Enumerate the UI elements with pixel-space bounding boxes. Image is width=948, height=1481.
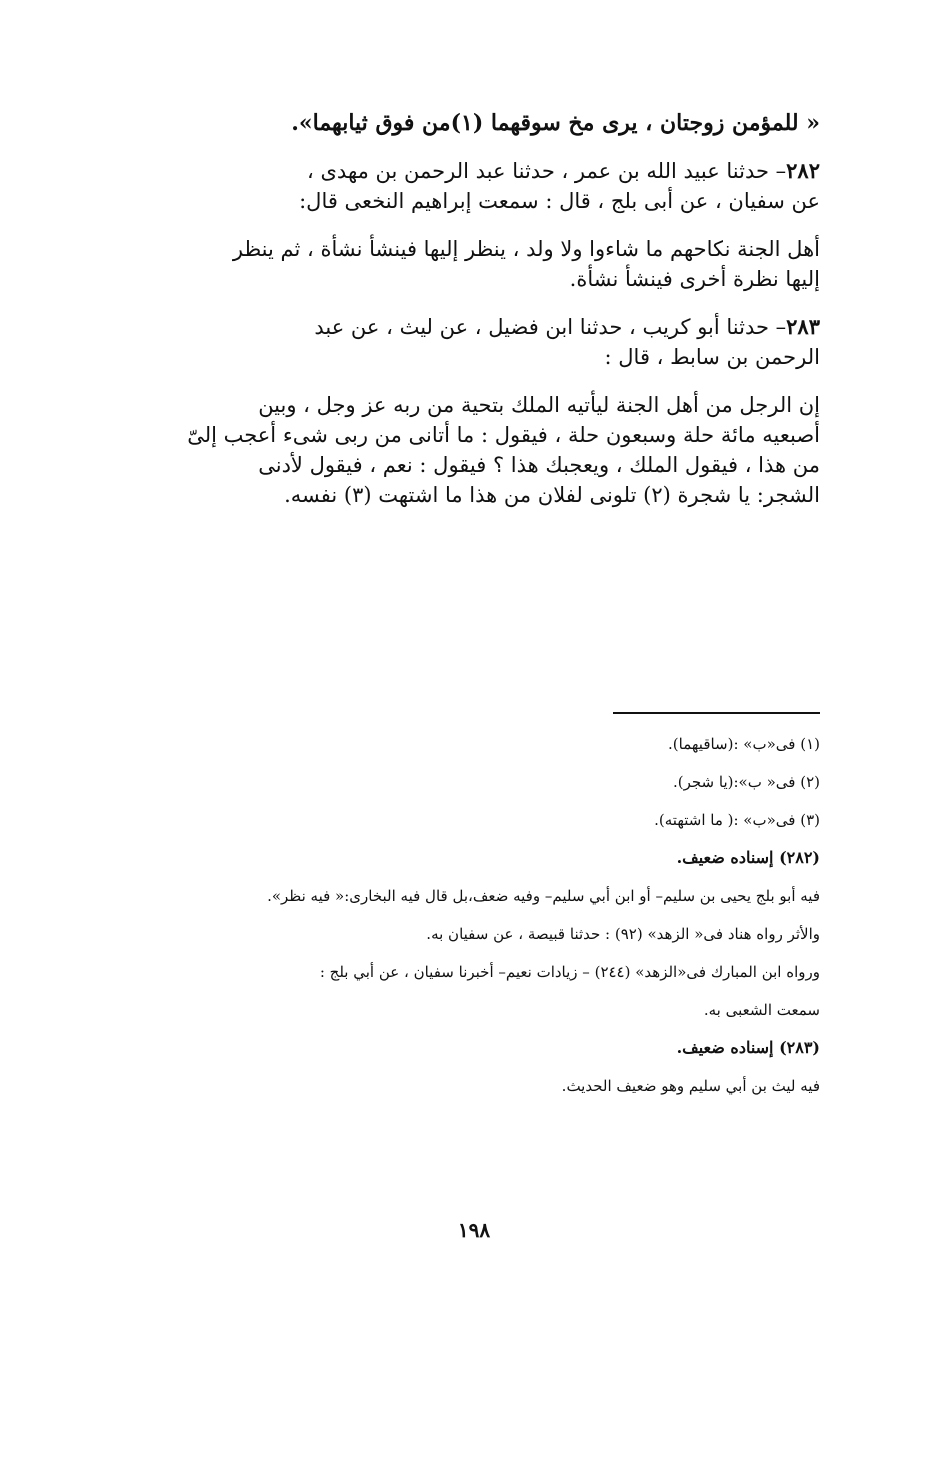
footnotes-section xyxy=(120,712,820,1098)
footnote-282-line-3: ورواه ابن المبارك فى«الزهد» (٢٤٤) – زيادات نعيم– أخبرنا سفيان ، عن أبي بلج : xyxy=(319,963,820,981)
hadith-282-text-line-1: أهل الجنة نكاحهم ما شاءوا ولا ولد ، ينظر إليها فينشأ نشأة ، ثم ينظر xyxy=(232,237,820,261)
hadith-283-chain-text: – حدثنا أبو كريب ، حدثنا ابن فضيل ، عن ليث ، عن عبد xyxy=(314,315,787,339)
main-text xyxy=(120,108,820,510)
footnote-3: (٣) فى«ب» :( ما اشتهته). xyxy=(654,811,820,829)
footnote-283-line-1: فيه ليث بن أبي سليم وهو ضعيف الحديث. xyxy=(561,1077,820,1095)
hadith-283-number: ٢٨٣ xyxy=(786,314,820,339)
footnote-282-line-1: فيه أبو بلج يحيى بن سليم– أو ابن أبي سليم– وفيه ضعف،بل قال فيه البخارى:« فيه نظر». xyxy=(267,887,820,905)
page-number: ١٩٨ xyxy=(457,1218,491,1242)
hadith-283-text-line-4: الشجر: يا شجرة (٢) تلونى لفلان من هذا ما اشتهت (٣) نفسه. xyxy=(284,483,820,507)
hadith-282-chain-line-2: عن سفيان ، عن أبى بلج ، قال : سمعت إبراهيم النخعى قال: xyxy=(299,189,820,213)
hadith-282-chain-text: – حدثنا عبيد الله بن عمر ، حدثنا عبد الرحمن بن مهدى ، xyxy=(307,159,787,183)
hadith-282-number: ٢٨٢ xyxy=(786,158,820,183)
hadith-quote-continuation: « للمؤمن زوجتان ، يرى مخ سوقهما (١)من فوق ثيابهما». xyxy=(291,110,820,136)
hadith-283-chain-line-2: الرحمن بن سابط ، قال : xyxy=(604,345,820,369)
footnote-2: (٢) فى« ب»:(يا شجر). xyxy=(672,773,820,791)
hadith-283-text-line-2: أصبعيه مائة حلة وسبعون حلة ، فيقول : ما أتانى من ربى شىء أعجب إلىّ xyxy=(187,423,820,447)
footnote-separator-rule xyxy=(613,712,820,714)
footnote-282-title: (٢٨٢) إسناده ضعيف. xyxy=(676,848,820,867)
footnote-1: (١) فى«ب» :(ساقيهما). xyxy=(668,735,820,753)
hadith-282-text-line-2: إليها نظرة أخرى فينشأ نشأة. xyxy=(569,267,820,291)
footnote-282-line-2: والأثر رواه هناد فى« الزهد» (٩٢) : حدثنا قبيصة ، عن سفيان به. xyxy=(426,925,820,943)
hadith-282-chain-line-1 xyxy=(120,156,820,186)
hadith-283-chain-line-1 xyxy=(120,312,820,342)
hadith-283-text-line-3: من هذا ، فيقول الملك ، ويعجبك هذا ؟ فيقول : نعم ، فيقول لأدنى xyxy=(258,453,820,477)
footnote-282-line-4: سمعت الشعبى به. xyxy=(703,1001,820,1019)
hadith-283-text-line-1: إن الرجل من أهل الجنة ليأتيه الملك بتحية من ربه عز وجل ، وبين xyxy=(258,393,820,417)
footnote-283-title: (٢٨٣) إسناده ضعيف. xyxy=(676,1038,820,1057)
